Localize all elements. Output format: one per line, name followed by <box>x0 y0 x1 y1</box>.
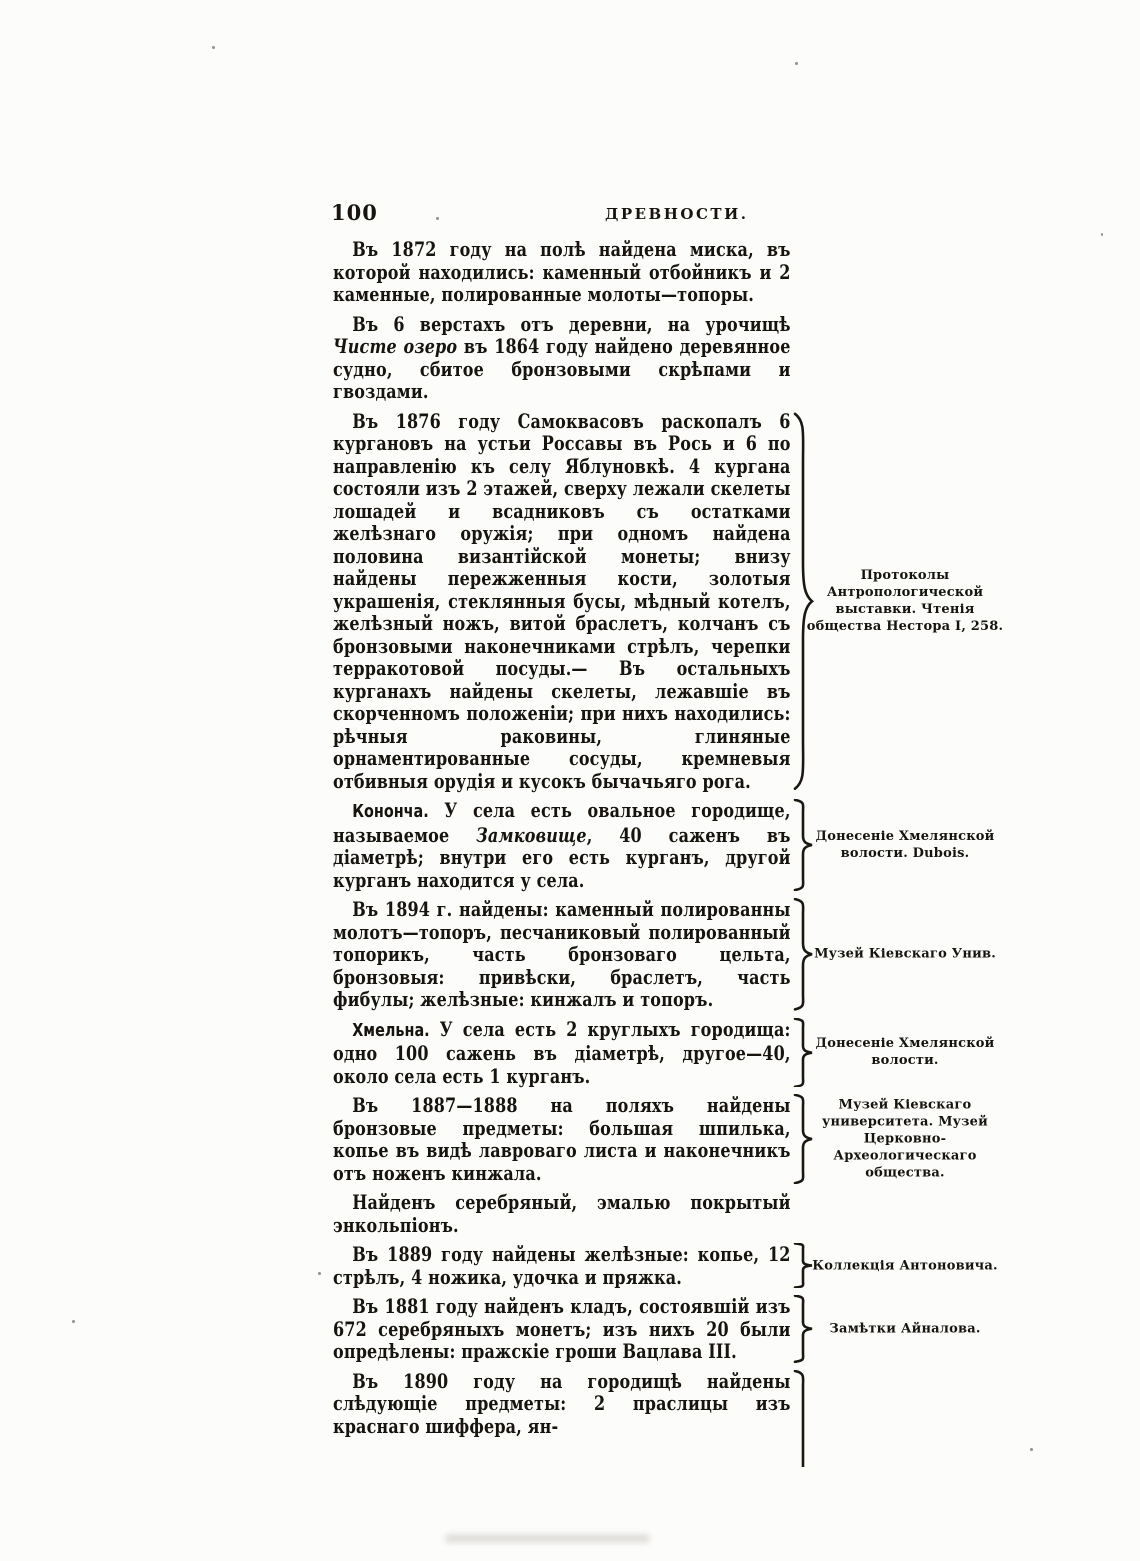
body-paragraph <box>333 799 791 891</box>
body-paragraph <box>333 898 791 1011</box>
body-paragraph <box>333 1191 791 1236</box>
margin-column <box>791 238 1065 403</box>
village-name: Хмельна. <box>352 1019 430 1041</box>
margin-brace-partial-icon <box>791 1370 815 1468</box>
body-paragraph <box>333 1370 791 1438</box>
text-column <box>333 1295 791 1363</box>
body-paragraph <box>333 410 791 793</box>
content-row <box>333 898 1065 1011</box>
margin-column <box>791 1295 1065 1363</box>
body-paragraph <box>333 238 791 306</box>
text-column <box>333 238 791 403</box>
content-row <box>333 1191 1065 1236</box>
margin-column <box>791 898 1065 1011</box>
margin-column <box>791 799 1065 891</box>
text-segment: Замковище <box>476 822 587 847</box>
content-row <box>333 1094 1065 1184</box>
margin-note: Музей Кіевскаго университета. Музей Церковно-Археологическаго общества. <box>821 1097 988 1181</box>
page-body <box>333 238 1065 1437</box>
margin-note: Коллекція Антоновича. <box>812 1258 998 1273</box>
content-row <box>333 1243 1065 1288</box>
content-row <box>333 238 1065 403</box>
body-paragraph <box>333 1295 791 1363</box>
text-segment: Въ 1876 году Самоквасовъ раскопалъ 6 кургановъ на устьи Россавы въ Рось и 6 по направленію къ селу Яблуновкѣ. 4 кургана состояли изъ 2 этажей, сверху лежали скелеты лошадей и всадниковъ съ остатками желѣзнаго оружія; при одномъ найдена половина византійской монеты; внизу найдены пережженныя кости, золотыя украшенія, стеклянныя бусы, мѣдный котелъ, желѣзный ножъ, витой браслетъ, колчанъ съ бронзовыми наконечниками стрѣлъ, черепки терракотовой посуды.— Въ остальныхъ курганахъ найдены скелеты, лежавшіе въ скорченномъ положеніи; при нихъ находились: рѣчныя раковины, глиняные орнаментированные сосуды, кремневыя отбивныя орудія и кусокъ бычачьяго рога. <box>333 408 791 793</box>
margin-column <box>791 1018 1065 1088</box>
print-area <box>333 200 1065 1444</box>
text-segment: Чисте озеро <box>333 334 458 358</box>
text-segment: въ 1864 году найдено деревянное судно, сбитое бронзовыми скрѣпами и гвоздами. <box>333 334 791 403</box>
text-column <box>333 1094 791 1184</box>
scan-speck <box>436 217 439 220</box>
text-segment: Въ 1887—1888 на поляхъ найдены бронзовые предметы: большая шпилька, копье въ видѣ лавроваго листа и наконечникъ отъ ноженъ кинжала. <box>333 1093 791 1185</box>
body-paragraph <box>333 1018 791 1088</box>
text-column <box>333 410 791 793</box>
margin-note: Донесеніе Хмелянской волости. Dubois. <box>815 829 995 861</box>
text-segment: Найденъ серебряный, эмалью покрытый энкольпіонъ. <box>333 1190 791 1237</box>
text-column <box>333 898 791 1011</box>
margin-column <box>791 410 1065 793</box>
scan-speck <box>318 1272 321 1275</box>
text-segment: У села есть овальное городище, называемое <box>333 798 791 847</box>
scan-speck <box>212 46 215 49</box>
body-paragraph <box>333 1094 791 1184</box>
text-segment: Въ 1890 году на городищѣ найдены слѣдующіе предметы: 2 праслицы изъ краснаго шиффера, ян- <box>333 1368 791 1438</box>
text-column <box>333 799 791 891</box>
running-title: ДРЕВНОСТИ. <box>605 205 749 223</box>
text-segment: Въ 1889 году найдены желѣзные: копье, 12 стрѣлъ, 4 ножика, удочка и пряжка. <box>333 1242 791 1289</box>
content-row <box>333 799 1065 891</box>
body-paragraph <box>333 313 791 403</box>
scan-speck <box>1101 233 1103 236</box>
content-row <box>333 1018 1065 1088</box>
village-name: Кононча. <box>352 801 429 822</box>
content-row <box>333 1295 1065 1363</box>
text-segment: Въ 6 верстахъ отъ деревни, на урочищѣ <box>352 311 791 336</box>
text-segment: Въ 1872 году на полѣ найдена миска, въ которой находились: каменный отбойникъ и 2 каменные, полированные молоты—топоры. <box>333 237 791 306</box>
text-segment: Въ 1894 г. найдены: каменный полированны молотъ—топоръ, песчаниковый полированный топорикъ, часть бронзоваго цельта, бронзовыя: привѣски, браслетъ, часть фибулы; желѣзные: кинжалъ и топоръ. <box>333 897 791 1011</box>
text-column <box>333 1370 791 1438</box>
margin-column <box>791 1243 1065 1288</box>
text-column <box>333 1243 791 1288</box>
margin-note: Донесеніе Хмелянской волости. <box>815 1036 995 1069</box>
page-header <box>333 200 1065 230</box>
margin-note: Музей Кіевскаго Унив. <box>814 946 996 962</box>
text-segment: Въ 1881 году найденъ кладъ, состоявшій изъ 672 серебряныхъ монетъ; изъ нихъ 20 были опредѣлены: пражскіе гроши Вацлава III. <box>333 1294 791 1363</box>
text-segment: , 40 саженъ въ діаметрѣ; внутри его есть курганъ, другой курганъ находится у села. <box>333 822 791 892</box>
page-number: 100 <box>331 200 378 225</box>
content-row <box>333 1370 1065 1438</box>
content-row <box>333 410 1065 793</box>
margin-column <box>791 1370 1065 1438</box>
text-column <box>333 1018 791 1088</box>
scan-speck <box>795 62 798 65</box>
margin-column <box>791 1191 1065 1236</box>
scan-smudge <box>445 1534 650 1543</box>
text-column <box>333 1191 791 1236</box>
margin-column <box>791 1094 1065 1184</box>
text-segment: У села есть 2 круглыхъ городища: одно 100 сажень въ діаметрѣ, другое—40, около села есть 1 курганъ. <box>333 1016 791 1088</box>
scan-speck <box>72 1320 75 1323</box>
body-paragraph <box>333 1243 791 1288</box>
scan-speck <box>1030 1448 1033 1451</box>
margin-note: Протоколы Антропологической выставки. Чтенія общества Нестора I, 258. <box>806 567 1004 634</box>
margin-note: Замѣтки Айналова. <box>829 1321 981 1337</box>
